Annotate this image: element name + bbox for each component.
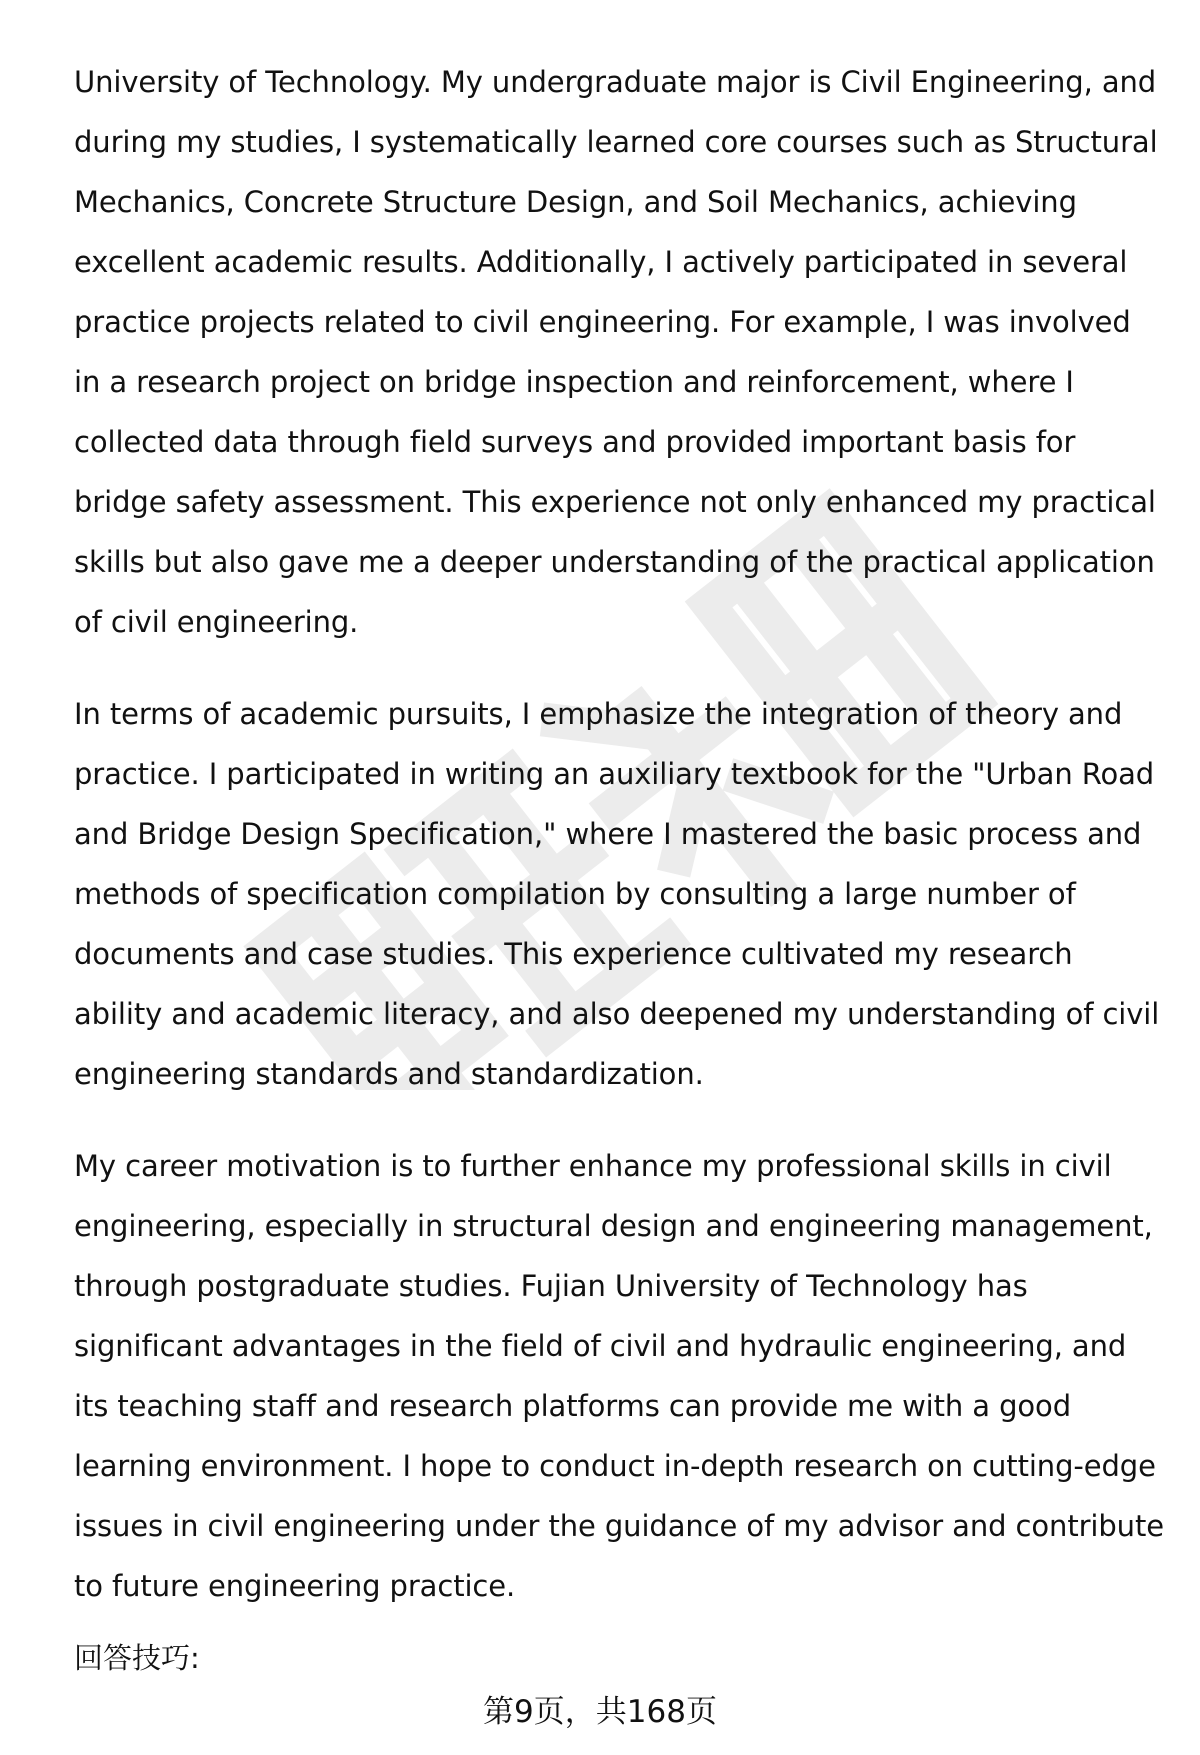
- page-number-footer: 第9页，共168页: [483, 1694, 717, 1730]
- document-body: [74, 52, 1164, 1648]
- paragraph: My career motivation is to further enhance my professional skills in civil engineering, especially in structural design and engineering management, through postgraduate studies. Fujian University of Technology has significant advantages in the field of civil and hydraulic engineering, and its teaching staff and research platforms can provide me with a good learning environment. I hope to conduct in-depth research on cutting-edge issues in civil engineering under the guidance of my advisor and contribute to future engineering practice.: [74, 1149, 1164, 1603]
- paragraph: In terms of academic pursuits, I emphasize the integration of theory and practice. I participated in writing an auxiliary textbook for the "Urban Road and Bridge Design Specification," where I mastered the basic process and methods of specification compilation by consulting a large number of documents and case studies. This experience cultivated my research ability and academic literacy, and also deepened my understanding of civil engineering standards and standardization.: [74, 697, 1160, 1091]
- paragraph: University of Technology. My undergraduate major is Civil Engineering, and during my studies, I systematically learned core courses such as Structural Mechanics, Concrete Structure Design, and Soil Mechanics, achieving excellent academic results. Additionally, I actively participated in several practice projects related to civil engineering. For example, I was involved in a research project on bridge inspection and reinforcement, where I collected data through field surveys and provided important basis for bridge safety assessment. This experience not only enhanced my practical skills but also gave me a deeper understanding of the practical application of civil engineering.: [74, 65, 1158, 639]
- tips-label: 回答技巧:: [74, 1641, 200, 1675]
